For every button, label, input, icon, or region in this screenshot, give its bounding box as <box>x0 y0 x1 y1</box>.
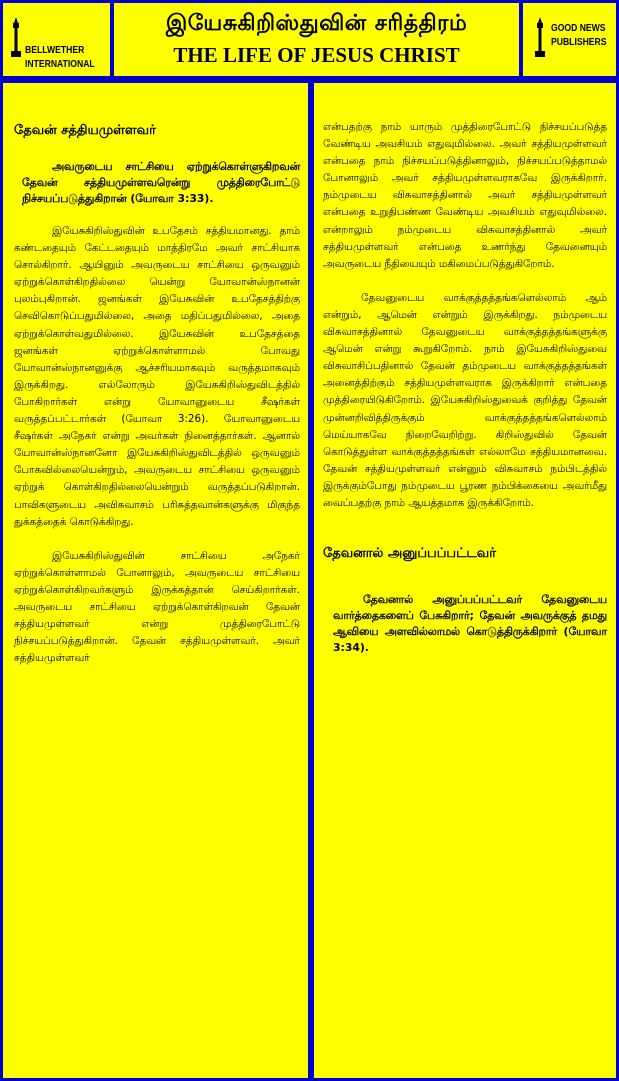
lamp-icon <box>9 17 23 59</box>
verse-john-3-33: அவருடைய சாட்சியை ஏற்றுக்கொள்ளுகிறவன் தேவன் சத்தியமுள்ளவரென்று முத்திரைபோட்டு நிச்சயப்படுத்துகிறான் (யோவா 3:33). <box>22 160 300 205</box>
lamp-icon <box>533 17 547 59</box>
logo-right-line1: GOOD NEWS <box>551 22 606 34</box>
section-heading-sent-by-god: தேவனால் அனுப்பப்பட்டவர் <box>323 546 497 562</box>
header <box>0 0 619 80</box>
title-box <box>114 3 519 76</box>
logo-right-line2: PUBLISHERS <box>551 36 607 48</box>
title-tamil: இயேசுகிறிஸ்துவின் சரித்திரம் <box>165 11 468 36</box>
left-column <box>3 83 308 1078</box>
paragraph: தேவனுடைய வாக்குத்தத்தங்களெல்லாம் ஆம் என்றும், ஆமென் என்றும் இருக்கிறது. நம்முடைய விசுவாசத்தினால் தேவனுடைய வாக்குத்தத்தங்களுக்கு ஆமென் என்று கூறுகிறோம். நாம் இயேசுகிறிஸ்துவை விசுவாசிப்பதினால் தேவன் தம்முடைய வாக்குத்தத்தங்கள் அனைத்திற்கும் சத்தியமுள்ளவராக இருக்கிறார் என்பதை முத்திரையிடுகிறோம். இயேசுகிறிஸ்துவைக் குறித்து தேவன் முன்னறிவித்திருக்கும் வாக்குத்தத்தங்களெல்லாம் மெய்யாகவே நிறைவேறிற்று. கிறிஸ்துவில் தேவன் கொடுத்துள்ள வாக்குத்தத்தங்கள் எல்லாமே சத்தியமானவை. தேவன் சத்தியமுள்ளவர் என்னும் விசுவாசம் நம்பிடத்தில் இருக்கும்போது நம்முடைய பூரண நம்பிக்கையை அவர்மீது வைப்பதற்கு நாம் ஆயத்தமாக இருக்கிறோம். <box>323 291 607 509</box>
section-heading-truthful: தேவன் சத்தியமுள்ளவர் <box>14 123 156 138</box>
logo-left-line2: INTERNATIONAL <box>25 58 95 70</box>
paragraph-continued: என்பதற்கு நாம் யாரும் முத்திரைபோட்டு நிச்சயப்படுத்த வேண்டிய அவசியம் எதுவுமில்லை. அவர் சத்தியமுள்ளவர் என்பதை நாம் நிச்சயப்படுத்தினாலும், நிச்சயப்படுத்தாமல் போனாலும் அவர் சத்தியமுள்ளவராகவே இருக்கிறார். நம்முடைய விசுவாசத்தினால் அவர் சத்தியமுள்ளவர் என்பதை உறுதிபண்ண வேண்டிய அவசியம் எதுவுமில்லை. என்றாலும் நம்முடைய விசுவாசத்தினால் அவர் சத்தியமுள்ளவர் என்பதை உணர்ந்து தேவனையும் அவருடைய நீதியையும் மகிமைப்படுத்துகிறோம். <box>323 121 607 270</box>
title-english: THE LIFE OF JESUS CHRIST <box>173 43 460 67</box>
right-column <box>314 83 616 1078</box>
logo-left-line1: BELLWETHER <box>25 44 85 56</box>
paragraph: இயேசுகிறிஸ்துவின் சாட்சியை அநேகர் ஏற்றுக்கொள்ளாமல் போனாலும், அவருடைய சாட்சியை ஏற்றுக்கொள்கிறவர்களும் இருக்கத்தான் செய்கிறார்கள். அவருடைய சாட்சியை ஏற்றுக்கொள்கிறவன் தேவன் சத்தியமுள்ளவர் என்று முத்திரைபோட்டு நிச்சயப்படுத்துகிறான். தேவன் சத்தியமுள்ளவர். அவர் சத்தியமுள்ளவர் <box>14 549 300 665</box>
bellwether-logo <box>3 3 110 76</box>
good-news-logo <box>523 3 616 76</box>
paragraph: இயேசுகிறிஸ்துவின் உபதேசம் சத்தியமானது. தாம் கண்டதையும் கேட்டதையும் மாத்திரமே அவர் சாட்சியாக சொல்கிறார். ஆயினும் அவருடைய சாட்சியை ஒருவனும் ஏற்றுக்கொள்கிறதில்லை யென்று யோவான்ஸ்நானன் புலம்புகிறான். ஜனங்கள் இயேசுவின் உபதேசத்திற்கு செவிகொடுப்பதுமில்லை, அதை மதிப்பதுமில்லை, அதை ஏற்றுக்கொள்வதுமில்லை. இயேசுவின் உபதேசத்தை ஜனங்கள் ஏற்றுக்கொள்ளாமல் போவது யோவான்ஸ்நானனுக்கு ஆச்சரியமாகவும் வருத்தமாகவும் இருக்கிறது. எல்லோரும் இயேசுகிறிஸ்துவிடத்தில் போகிறார்கள் என்று யோவானுடைய சீஷர்கள் வருத்தப்பட்டார்கள் (யோவா 3:26). யோவானுடைய சீஷர்கள் அநேகர் என்று அவர்கள் நினைத்தார்கள். ஆனால் யோவான்ஸ்நானனோ இயேசுகிறிஸ்துவிடத்தில் ஒருவனும் போகவில்லையென்றும், அவருடைய சாட்சியை ஒருவனும் ஏற்றுக் கொள்கிறதில்லையென்றும் வருத்தப்படுகிறான். பாவிகளுடைய அவிசுவாசம் பரிசுத்தவான்களுக்கு மிகுந்த துக்கத்தைக் கொடுக்கிறது. <box>14 225 300 528</box>
verse-john-3-34: தேவனால் அனுப்பப்பட்டவர் தேவனுடைய வார்த்தைகளைப் பேசுகிறார்; தேவன் அவருக்குத் தமது ஆவியை அளவில்லாமல் கொடுத்திருக்கிறார் (யோவா 3:34). <box>333 593 607 655</box>
